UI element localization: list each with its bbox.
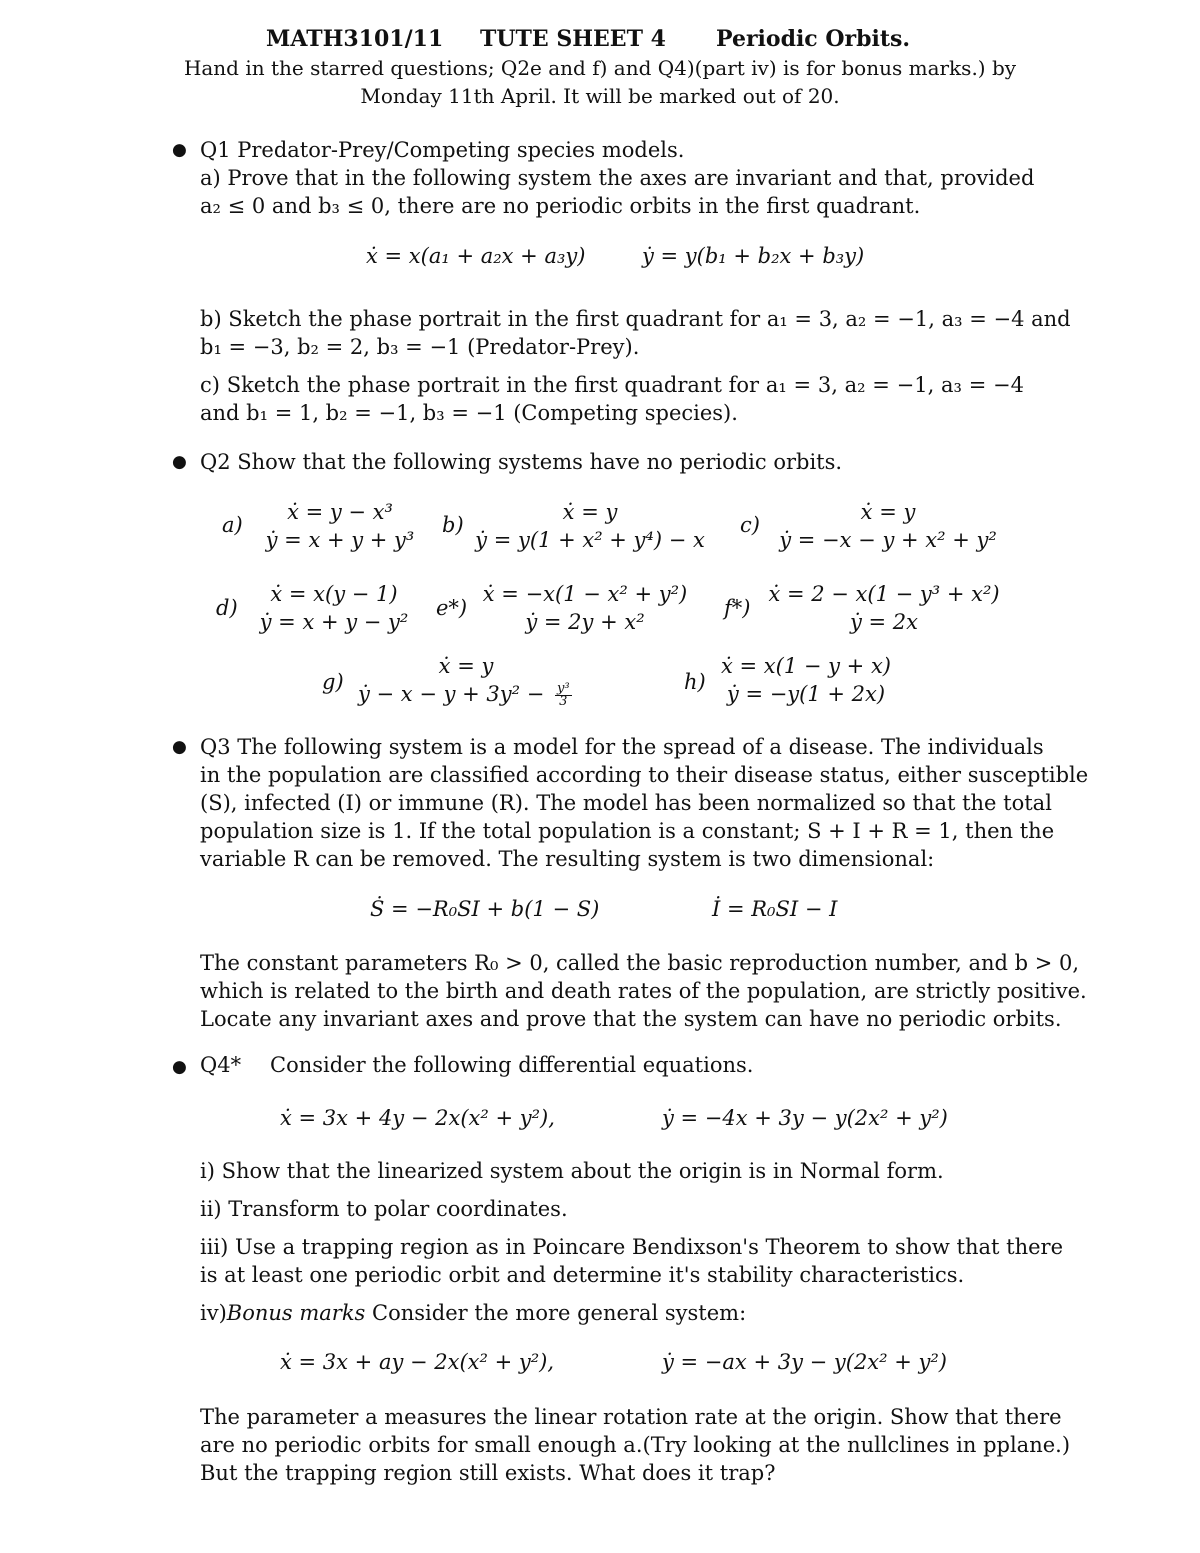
q1-equation-y: ẏ = y(b₁ + b₂x + b₃y) <box>642 244 865 268</box>
q2-g-y <box>358 682 572 708</box>
q1-a-line-1: a) Prove that in the following system the axes are invariant and that, provided <box>200 166 1035 190</box>
q2-b-x: ẋ = y <box>562 500 618 524</box>
q2-label-b: b) <box>442 513 464 537</box>
q3-equation-s: Ṡ = −R₀SI + b(1 − S) <box>370 897 600 921</box>
q4-end-line-3: But the trapping region still exists. What does it trap? <box>200 1461 776 1485</box>
instructions-line-1: Hand in the starred questions; Q2e and f) and Q4)(part iv) is for bonus marks.) by <box>183 56 1017 80</box>
q2-c-x: ẋ = y <box>860 500 916 524</box>
q4-part-iv <box>200 1299 1024 1327</box>
q1-b-line-2: b₁ = −3, b₂ = 2, b₃ = −1 (Predator-Prey). <box>200 335 640 359</box>
q2-g-fraction <box>555 683 572 708</box>
q2-f-x: ẋ = 2 − x(1 − y³ + x²) <box>768 582 1000 606</box>
q4-label: Q4* <box>200 1053 242 1077</box>
q1-equation-x: ẋ = x(a₁ + a₂x + a₃y) <box>366 244 586 268</box>
q3-after-line-3: Locate any invariant axes and prove that the system can have no periodic orbits. <box>200 1007 1062 1031</box>
q3-after-line-2: which is related to the birth and death rates of the population, are strictly positive. <box>200 979 1087 1003</box>
q4-part-iv-rest: Consider the more general system: <box>365 1301 747 1325</box>
bullet-q2: ● <box>172 452 187 472</box>
q2-heading: Q2 Show that the following systems have no periodic orbits. <box>200 450 843 474</box>
q2-label-a: a) <box>222 513 243 537</box>
q2-label-f: f*) <box>724 596 751 620</box>
q3-line-4: population size is 1. If the total population is a constant; S + I + R = 1, then the <box>200 819 1055 843</box>
q3-equation-i: İ = R₀SI − I <box>712 897 838 921</box>
q2-d-x: ẋ = x(y − 1) <box>270 582 398 606</box>
q1-heading: Q1 Predator-Prey/Competing species models. <box>200 138 685 162</box>
q2-g-frac-num: y³ <box>557 681 570 696</box>
q2-label-d: d) <box>216 596 238 620</box>
q1-a-line-2: a₂ ≤ 0 and b₃ ≤ 0, there are no periodic orbits in the first quadrant. <box>200 194 921 218</box>
bullet-q3: ● <box>172 737 187 757</box>
q4-part-iv-bonus: Bonus marks <box>226 1301 366 1325</box>
bullet-q4: ● <box>172 1057 187 1077</box>
q4-general-equation-x: ẋ = 3x + ay − 2x(x² + y²), <box>280 1350 555 1374</box>
q2-a-y: ẏ = x + y + y³ <box>265 528 415 552</box>
course-code: MATH3101/11 <box>266 26 444 52</box>
q3-line-3: (S), infected (I) or immune (R). The model has been normalized so that the total <box>200 791 1052 815</box>
q2-g-x: ẋ = y <box>438 654 494 678</box>
q4-part-i: i) Show that the linearized system about the origin is in Normal form. <box>200 1159 944 1183</box>
q2-f-y: ẏ = 2x <box>849 610 918 634</box>
q4-end-line-1: The parameter a measures the linear rotation rate at the origin. Show that there <box>200 1405 1062 1429</box>
q2-h-x: ẋ = x(1 − y + x) <box>721 654 891 678</box>
q1-c-line-1: c) Sketch the phase portrait in the first quadrant for a₁ = 3, a₂ = −1, a₃ = −4 <box>200 373 1024 397</box>
q2-label-g: g) <box>322 670 344 694</box>
q3-line-2: in the population are classified according to their disease status, either susceptible <box>200 763 1089 787</box>
q1-b-line-1: b) Sketch the phase portrait in the first quadrant for a₁ = 3, a₂ = −1, a₃ = −4 and <box>200 307 1071 331</box>
q2-h-y: ẏ = −y(1 + 2x) <box>726 682 886 706</box>
q2-e-x: ẋ = −x(1 − x² + y²) <box>482 582 688 606</box>
q4-general-equation-y: ẏ = −ax + 3y − y(2x² + y²) <box>662 1350 947 1374</box>
q4-part-iii-line-1: iii) Use a trapping region as in Poincare Bendixson's Theorem to show that there <box>200 1235 1063 1259</box>
q4-part-ii: ii) Transform to polar coordinates. <box>200 1197 568 1221</box>
q2-a-x: ẋ = y − x³ <box>287 500 393 524</box>
q2-label-h: h) <box>684 670 706 694</box>
q3-line-5: variable R can be removed. The resulting system is two dimensional: <box>200 847 935 871</box>
q2-c-y: ẏ = −x − y + x² + y² <box>779 528 997 552</box>
q2-g-frac-den: 3 <box>559 694 568 709</box>
q2-label-e: e*) <box>436 596 468 620</box>
q2-d-y: ẏ = x + y − y² <box>259 610 409 634</box>
q1-c-line-2: and b₁ = 1, b₂ = −1, b₃ = −1 (Competing species). <box>200 401 738 425</box>
sheet-topic: Periodic Orbits. <box>716 26 911 52</box>
bullet-q1: ● <box>172 140 187 160</box>
q4-part-iii-line-2: is at least one periodic orbit and determine it's stability characteristics. <box>200 1263 965 1287</box>
q3-line-1: Q3 The following system is a model for the spread of a disease. The individuals <box>200 735 1044 759</box>
q4-equation-x: ẋ = 3x + 4y − 2x(x² + y²), <box>280 1106 555 1130</box>
q4-part-iv-prefix: iv) <box>200 1301 227 1325</box>
q2-g-y-main: ẏ − x − y + 3y² − <box>358 682 545 706</box>
q4-end-line-2: are no periodic orbits for small enough a.(Try looking at the nullclines in pplane.) <box>200 1433 1071 1457</box>
sheet-title: TUTE SHEET 4 <box>480 26 666 52</box>
q2-b-y: ẏ = y(1 + x² + y⁴) − x <box>475 528 705 552</box>
q2-e-y: ẏ = 2y + x² <box>525 610 645 634</box>
q4-equation-y: ẏ = −4x + 3y − y(2x² + y²) <box>662 1106 948 1130</box>
q3-after-line-1: The constant parameters R₀ > 0, called the basic reproduction number, and b > 0, <box>200 951 1080 975</box>
q2-label-c: c) <box>740 513 760 537</box>
q4-heading: Consider the following differential equations. <box>270 1053 754 1077</box>
instructions-line-2: Monday 11th April. It will be marked out of 20. <box>360 84 840 108</box>
